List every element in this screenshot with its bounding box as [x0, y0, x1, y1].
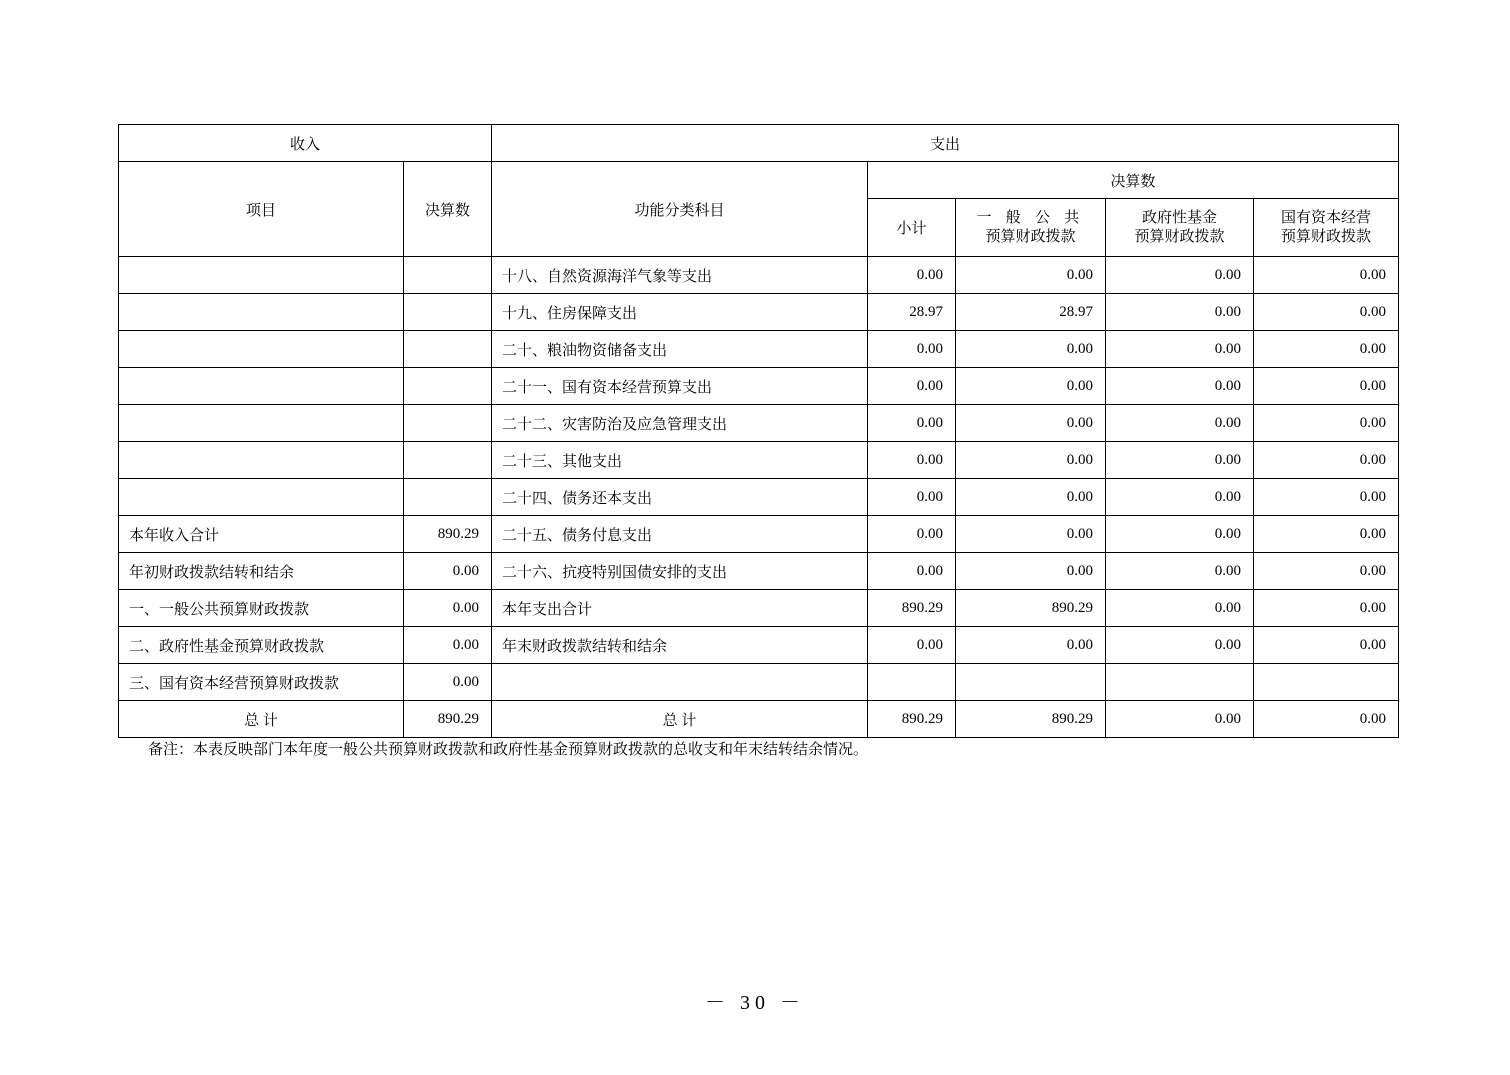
expense-subtotal: 0.00	[868, 368, 956, 405]
expense-gov-fund: 0.00	[1106, 331, 1254, 368]
expense-general-public: 0.00	[956, 331, 1106, 368]
income-value	[404, 479, 492, 516]
expense-state-capital: 0.00	[1254, 405, 1399, 442]
income-label	[119, 368, 404, 405]
header-general-public-line2: 预算财政拨款	[985, 228, 1076, 245]
final-accounts-table	[118, 124, 1399, 738]
expense-label: 本年支出合计	[492, 590, 868, 627]
expense-state-capital: 0.00	[1254, 294, 1399, 331]
expense-subtotal: 0.00	[868, 516, 956, 553]
expense-state-capital: 0.00	[1254, 368, 1399, 405]
total-expense-gov-fund: 0.00	[1106, 701, 1254, 738]
expense-subtotal: 28.97	[868, 294, 956, 331]
expense-general-public	[956, 664, 1106, 701]
income-value	[404, 294, 492, 331]
income-value	[404, 257, 492, 294]
expense-gov-fund: 0.00	[1106, 257, 1254, 294]
total-income-label: 总 计	[119, 701, 404, 738]
expense-state-capital: 0.00	[1254, 257, 1399, 294]
income-label: 本年收入合计	[119, 516, 404, 553]
expense-label: 二十一、国有资本经营预算支出	[492, 368, 868, 405]
table-row	[119, 294, 1399, 331]
expense-gov-fund: 0.00	[1106, 405, 1254, 442]
table-header-row-mid	[119, 162, 1399, 199]
expense-state-capital: 0.00	[1254, 442, 1399, 479]
expense-gov-fund	[1106, 664, 1254, 701]
income-label	[119, 257, 404, 294]
expense-subtotal: 0.00	[868, 405, 956, 442]
table-row	[119, 627, 1399, 664]
income-value	[404, 405, 492, 442]
expense-subtotal: 890.29	[868, 590, 956, 627]
table-row	[119, 257, 1399, 294]
expense-general-public: 0.00	[956, 442, 1106, 479]
income-label: 二、政府性基金预算财政拨款	[119, 627, 404, 664]
expense-general-public: 0.00	[956, 553, 1106, 590]
expense-label: 十八、自然资源海洋气象等支出	[492, 257, 868, 294]
expense-state-capital: 0.00	[1254, 590, 1399, 627]
expense-state-capital: 0.00	[1254, 553, 1399, 590]
income-value	[404, 442, 492, 479]
expense-gov-fund: 0.00	[1106, 294, 1254, 331]
table-note: 备注：本表反映部门本年度一般公共预算财政拨款和政府性基金预算财政拨款的总收支和年末结转结余情况。	[148, 742, 869, 758]
expense-state-capital: 0.00	[1254, 516, 1399, 553]
table-row	[119, 590, 1399, 627]
income-label: 年初财政拨款结转和结余	[119, 553, 404, 590]
total-income-value: 890.29	[404, 701, 492, 738]
expense-state-capital: 0.00	[1254, 331, 1399, 368]
income-label: 一、一般公共预算财政拨款	[119, 590, 404, 627]
income-label: 三、国有资本经营预算财政拨款	[119, 664, 404, 701]
income-label	[119, 331, 404, 368]
table-row	[119, 479, 1399, 516]
income-value: 0.00	[404, 627, 492, 664]
expense-general-public: 0.00	[956, 257, 1106, 294]
header-subtotal: 小计	[868, 199, 956, 257]
expense-label: 年末财政拨款结转和结余	[492, 627, 868, 664]
expense-gov-fund: 0.00	[1106, 368, 1254, 405]
expense-label: 二十三、其他支出	[492, 442, 868, 479]
expense-subtotal: 0.00	[868, 479, 956, 516]
header-gov-fund-budget	[1106, 199, 1254, 257]
expense-state-capital	[1254, 664, 1399, 701]
expense-subtotal: 0.00	[868, 331, 956, 368]
header-income-final: 决算数	[404, 162, 492, 257]
income-label	[119, 294, 404, 331]
table-row	[119, 442, 1399, 479]
expense-gov-fund: 0.00	[1106, 516, 1254, 553]
income-value	[404, 368, 492, 405]
table-row	[119, 664, 1399, 701]
header-income: 收入	[119, 125, 492, 162]
expense-label: 二十六、抗疫特别国债安排的支出	[492, 553, 868, 590]
income-value: 0.00	[404, 664, 492, 701]
table-row	[119, 553, 1399, 590]
total-expense-state-capital: 0.00	[1254, 701, 1399, 738]
expense-label: 二十二、灾害防治及应急管理支出	[492, 405, 868, 442]
expense-state-capital: 0.00	[1254, 627, 1399, 664]
expense-state-capital: 0.00	[1254, 479, 1399, 516]
expense-subtotal: 0.00	[868, 257, 956, 294]
expense-general-public: 0.00	[956, 368, 1106, 405]
expense-label: 二十四、债务还本支出	[492, 479, 868, 516]
income-value: 0.00	[404, 553, 492, 590]
page-number: － 30 －	[705, 992, 805, 1014]
expense-subtotal	[868, 664, 956, 701]
expense-subtotal: 0.00	[868, 627, 956, 664]
expense-label: 二十五、债务付息支出	[492, 516, 868, 553]
header-state-capital-line1: 国有资本经营	[1281, 209, 1372, 226]
header-state-capital-budget	[1254, 199, 1399, 257]
total-expense-subtotal: 890.29	[868, 701, 956, 738]
header-general-public-line1: 一 般 公 共	[976, 209, 1085, 226]
income-value: 890.29	[404, 516, 492, 553]
expense-general-public: 890.29	[956, 590, 1106, 627]
income-value	[404, 331, 492, 368]
expense-gov-fund: 0.00	[1106, 479, 1254, 516]
expense-subtotal: 0.00	[868, 553, 956, 590]
header-state-capital-line2: 预算财政拨款	[1281, 228, 1372, 245]
expense-general-public: 0.00	[956, 479, 1106, 516]
total-expense-general-public: 890.29	[956, 701, 1106, 738]
income-value: 0.00	[404, 590, 492, 627]
expense-general-public: 0.00	[956, 516, 1106, 553]
table-row	[119, 405, 1399, 442]
expense-label	[492, 664, 868, 701]
income-label	[119, 442, 404, 479]
total-expense-label: 总 计	[492, 701, 868, 738]
income-label	[119, 405, 404, 442]
table-total-row	[119, 701, 1399, 738]
header-gov-fund-line2: 预算财政拨款	[1134, 228, 1225, 245]
budget-table-container	[118, 124, 1398, 738]
header-function-subject: 功能分类科目	[492, 162, 868, 257]
expense-general-public: 0.00	[956, 627, 1106, 664]
expense-gov-fund: 0.00	[1106, 442, 1254, 479]
header-final-group: 决算数	[868, 162, 1399, 199]
header-gov-fund-line1: 政府性基金	[1142, 209, 1218, 226]
income-label	[119, 479, 404, 516]
table-row	[119, 331, 1399, 368]
expense-general-public: 28.97	[956, 294, 1106, 331]
header-expenditure: 支出	[492, 125, 1399, 162]
table-header-row-top	[119, 125, 1399, 162]
header-income-item: 项目	[119, 162, 404, 257]
header-general-public-budget	[956, 199, 1106, 257]
expense-subtotal: 0.00	[868, 442, 956, 479]
expense-general-public: 0.00	[956, 405, 1106, 442]
table-row	[119, 368, 1399, 405]
expense-gov-fund: 0.00	[1106, 553, 1254, 590]
expense-label: 二十、粮油物资储备支出	[492, 331, 868, 368]
table-row	[119, 516, 1399, 553]
expense-gov-fund: 0.00	[1106, 590, 1254, 627]
expense-gov-fund: 0.00	[1106, 627, 1254, 664]
expense-label: 十九、住房保障支出	[492, 294, 868, 331]
